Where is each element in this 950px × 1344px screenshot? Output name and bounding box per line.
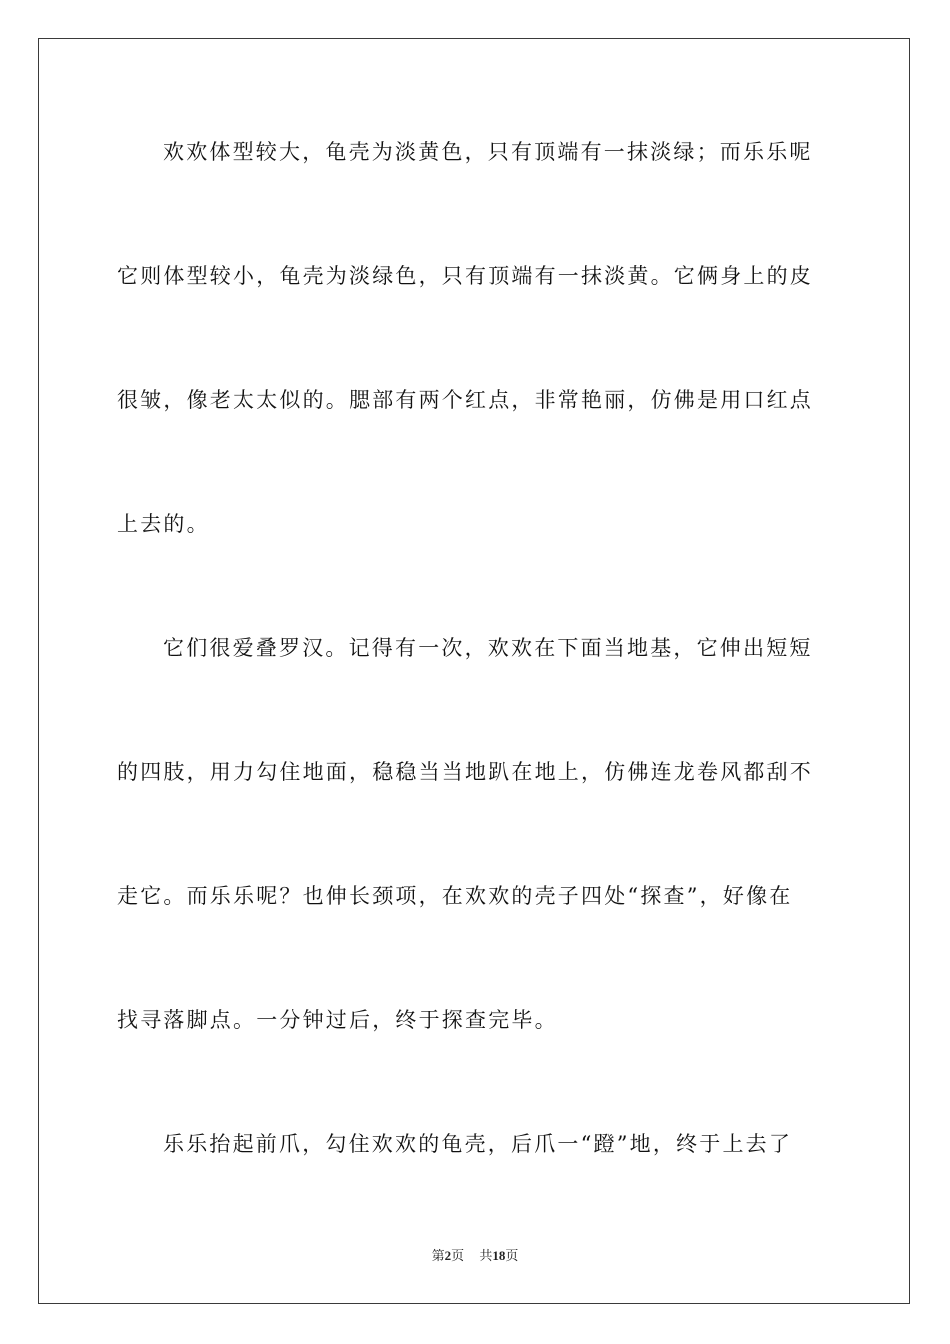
text-line: 很皱，像老太太似的。腮部有两个红点，非常艳丽，仿佛是用口红点 [117, 388, 813, 412]
text-line: 上去的。 [117, 512, 210, 536]
text-line: 欢欢体型较大，龟壳为淡黄色，只有顶端有一抹淡绿；而乐乐呢 [163, 140, 813, 164]
page-footer [0, 1245, 950, 1264]
text-line: 找寻落脚点。一分钟过后，终于探查完毕。 [117, 1008, 558, 1032]
total-suffix: 页 [505, 1248, 519, 1263]
page-prefix: 第 [431, 1248, 445, 1263]
page-number: 2 [444, 1248, 452, 1263]
page-border [38, 38, 910, 1304]
total-prefix: 共 [479, 1248, 493, 1263]
text-line: 它们很爱叠罗汉。记得有一次，欢欢在下面当地基，它伸出短短 [163, 636, 813, 660]
text-line: 走它。而乐乐呢？也伸长颈项，在欢欢的壳子四处“探查”，好像在 [117, 884, 793, 908]
page-indicator [432, 1248, 465, 1263]
text-line: 它则体型较小，龟壳为淡绿色，只有顶端有一抹淡黄。它俩身上的皮 [117, 264, 813, 288]
text-line: 乐乐抬起前爪，勾住欢欢的龟壳，后爪一“蹬”地，终于上去了 [163, 1132, 793, 1156]
total-pages: 18 [492, 1248, 506, 1263]
page-suffix: 页 [451, 1248, 465, 1263]
text-line: 的四肢，用力勾住地面，稳稳当当地趴在地上，仿佛连龙卷风都刮不 [117, 760, 813, 784]
total-indicator [479, 1248, 518, 1263]
